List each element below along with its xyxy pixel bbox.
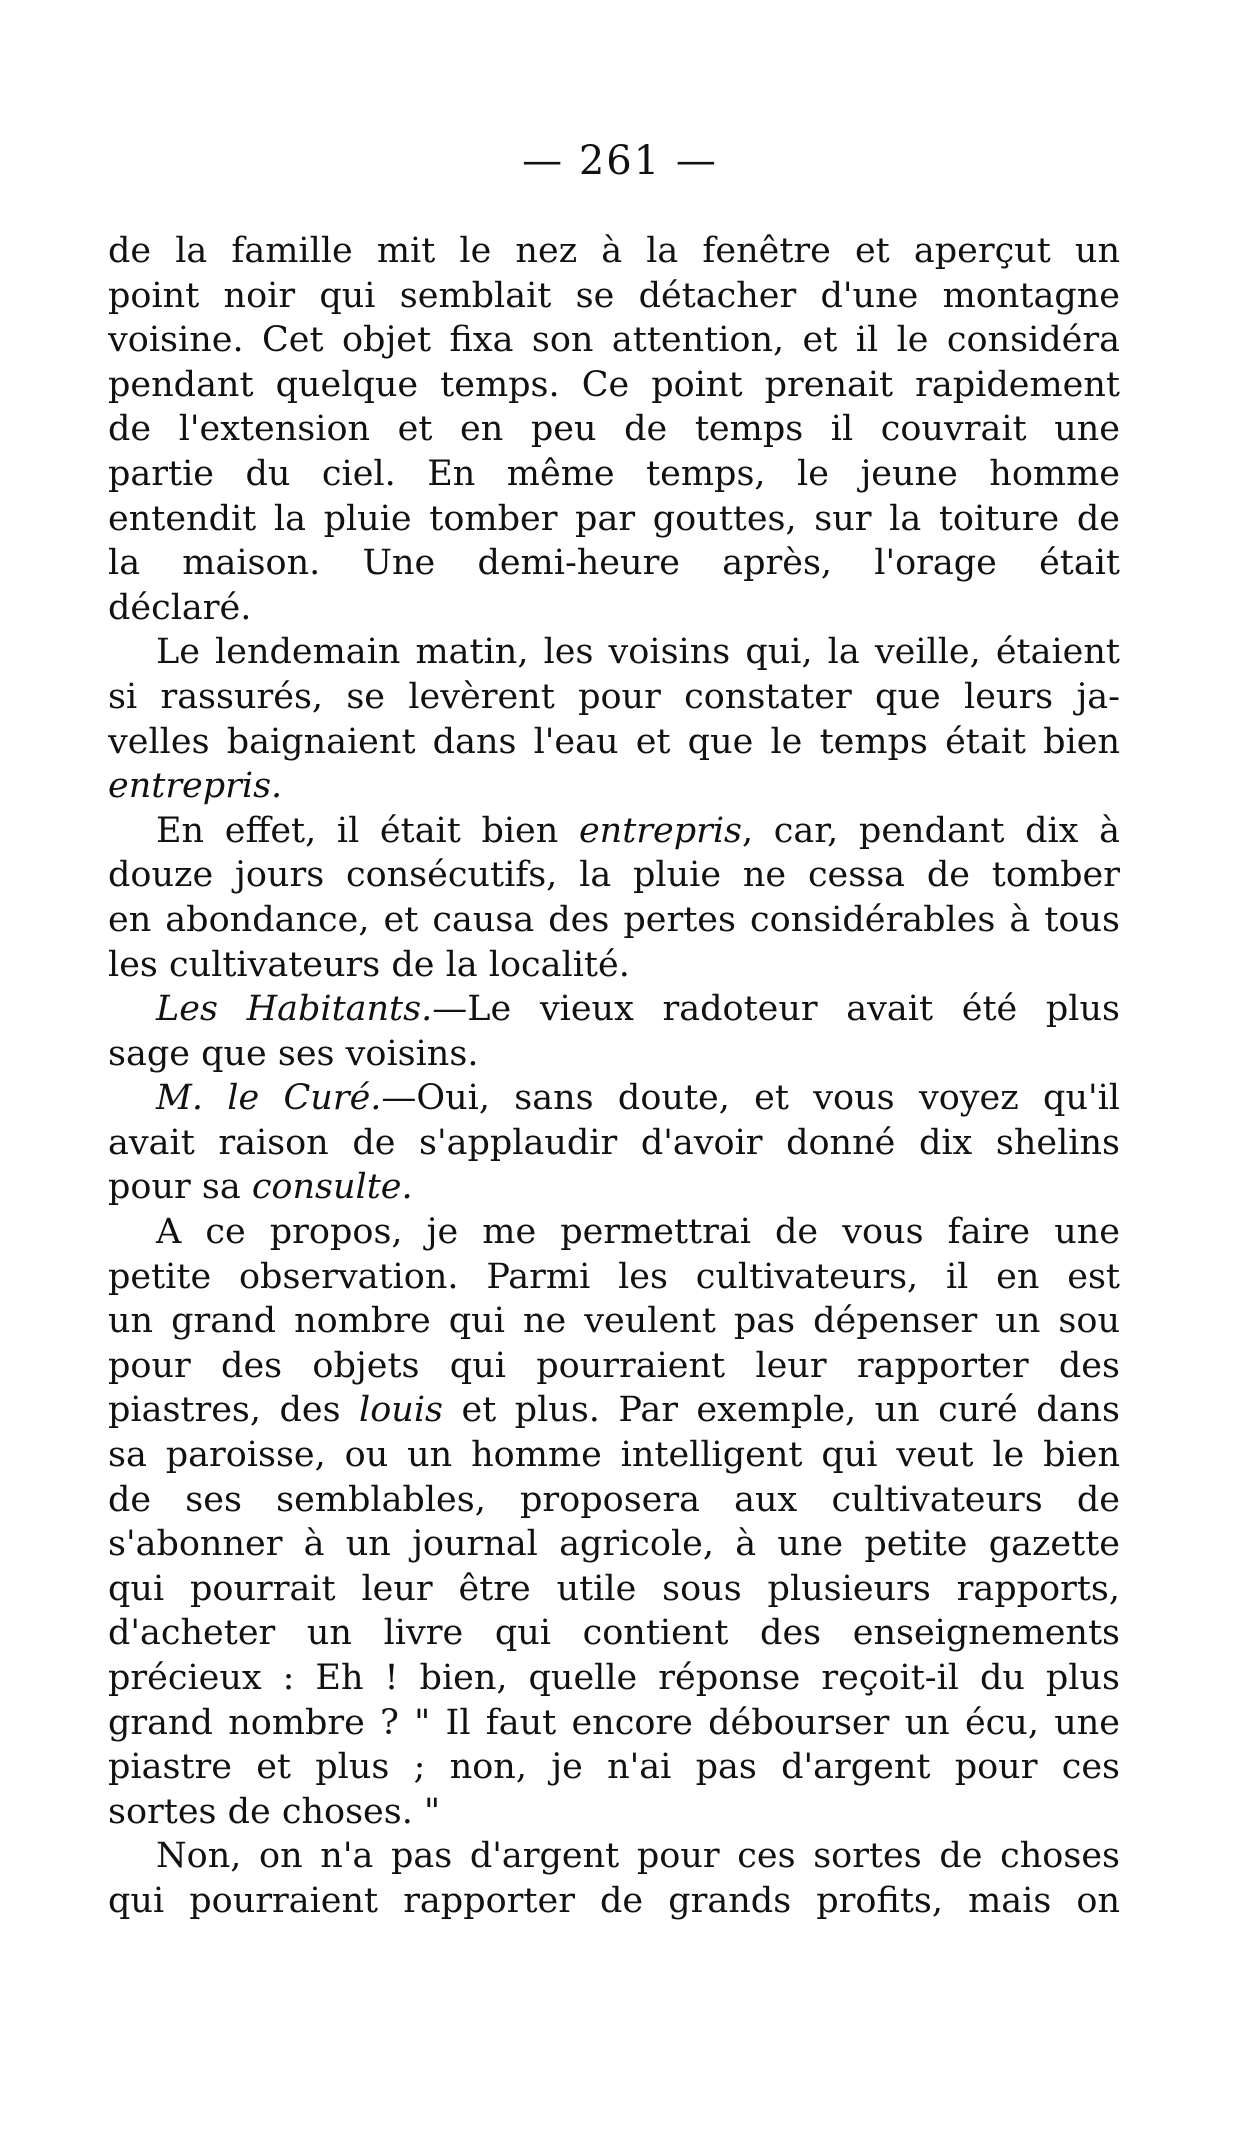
- text-run: précieux : Eh ! bien, quelle réponse reçoit-il du plus: [108, 1658, 1120, 1698]
- text-run: —Oui, sans doute, et vous voyez qu'il: [381, 1078, 1120, 1119]
- text-line: [108, 1701, 1120, 1746]
- body-text: [108, 229, 1120, 1924]
- text-line: [108, 1433, 1120, 1478]
- text-line: [108, 853, 1120, 898]
- text-run: s'abonner à un journal agricole, à une petite gazette: [108, 1524, 1120, 1565]
- text-line: [108, 318, 1120, 363]
- text-run: déclaré.: [108, 587, 252, 628]
- text-run: sa paroisse, ou un homme intelligent qui veut le bien: [108, 1435, 1120, 1476]
- text-run: En effet, il était bien: [156, 810, 579, 851]
- paragraph: [108, 630, 1120, 808]
- text-run: avait raison de s'applaudir d'avoir donné dix shelins: [108, 1122, 1120, 1163]
- paragraph: [108, 1076, 1120, 1210]
- text-line: [108, 898, 1120, 943]
- text-run: Le lendemain matin, les voisins qui, la veille, étaient: [156, 632, 1120, 673]
- text-line: [108, 943, 1120, 988]
- text-run: pour des objets qui pourraient leur rapporter des: [108, 1345, 1120, 1386]
- text-run: en abondance, et causa des pertes considérables à tous: [108, 899, 1120, 940]
- text-run: petite observation. Parmi les cultivateurs, il en est: [108, 1256, 1120, 1297]
- text-line: [108, 1834, 1120, 1879]
- text-run: de ses semblables, proposera aux cultivateurs de: [108, 1479, 1120, 1520]
- text-run: velles baignaient dans l'eau et que le temps était bien: [108, 721, 1120, 762]
- text-run: A ce propos, je me permettrai de vous faire une: [156, 1212, 1120, 1253]
- text-run: qui pourraient rapporter de grands profits, mais on: [108, 1880, 1120, 1921]
- text-run: de l'extension et en peu de temps il couvrait une: [108, 409, 1120, 450]
- text-run: entendit la pluie tomber par gouttes, sur la toiture de: [108, 498, 1120, 539]
- text-line: [108, 1344, 1120, 1389]
- text-line: [108, 630, 1120, 675]
- text-run: et plus. Par exemple, un curé dans: [442, 1390, 1120, 1431]
- italic-run: entrepris: [578, 810, 743, 851]
- italic-run: M. le Curé.: [156, 1078, 382, 1119]
- text-line: [108, 764, 1120, 809]
- text-line: [108, 1032, 1120, 1077]
- text-line: [108, 1299, 1120, 1344]
- text-line: [108, 1522, 1120, 1567]
- italic-run: Les Habitants.: [156, 989, 433, 1030]
- text-run: partie du ciel. En même temps, le jeune homme: [108, 453, 1120, 494]
- text-line: [108, 541, 1120, 586]
- text-line: [108, 407, 1120, 452]
- text-line: [108, 675, 1120, 720]
- text-run: voisine. Cet objet fixa son attention, et il le considéra: [108, 320, 1120, 361]
- text-run: grand nombre ? " Il faut encore débourser un écu, une: [108, 1702, 1120, 1743]
- text-run: si rassurés, se levèrent pour constater que leurs ja-: [108, 676, 1120, 717]
- text-line: [108, 363, 1120, 408]
- text-run: —Le vieux radoteur avait été plus: [432, 989, 1120, 1030]
- text-run: Non, on n'a pas d'argent pour ces sortes de choses: [156, 1836, 1120, 1877]
- text-line: [108, 452, 1120, 497]
- page-number: — 261 —: [522, 138, 718, 184]
- text-line: [108, 1388, 1120, 1433]
- text-run: d'acheter un livre qui contient des enseignements: [108, 1613, 1120, 1654]
- text-run: piastres, des: [108, 1390, 360, 1431]
- paragraph: [108, 809, 1120, 987]
- paragraph: [108, 987, 1120, 1076]
- text-line: [108, 586, 1120, 631]
- text-line: [108, 1076, 1120, 1121]
- text-run: douze jours consécutifs, la pluie ne cessa de tomber: [108, 855, 1120, 896]
- paragraph: [108, 1834, 1120, 1923]
- italic-run: entrepris.: [108, 766, 283, 807]
- text-run: sage que ses voisins.: [108, 1033, 479, 1074]
- text-run: pour sa: [108, 1167, 252, 1208]
- text-line: [108, 1656, 1120, 1701]
- text-run: les cultivateurs de la localité.: [108, 944, 630, 985]
- text-line: [108, 809, 1120, 854]
- text-line: [108, 1210, 1120, 1255]
- text-run: un grand nombre qui ne veulent pas dépenser un sou: [108, 1301, 1120, 1342]
- text-line: [108, 497, 1120, 542]
- text-run: de la famille mit le nez à la fenêtre et aperçut un: [108, 231, 1120, 271]
- text-line: [108, 1790, 1120, 1835]
- text-line: [108, 1879, 1120, 1924]
- text-line: [108, 1567, 1120, 1612]
- text-run: , car, pendant dix à: [742, 810, 1120, 851]
- text-line: [108, 274, 1120, 319]
- italic-run: consulte.: [251, 1167, 413, 1208]
- text-line: [108, 229, 1120, 274]
- paragraph: [108, 229, 1120, 630]
- paragraph: [108, 1210, 1120, 1834]
- text-line: [108, 1745, 1120, 1790]
- text-line: [108, 1255, 1120, 1300]
- text-run: piastre et plus ; non, je n'ai pas d'argent pour ces: [108, 1747, 1120, 1788]
- text-line: [108, 1121, 1120, 1166]
- text-run: sortes de choses. ": [108, 1791, 441, 1832]
- text-line: [108, 987, 1120, 1032]
- text-run: qui pourrait leur être utile sous plusieurs rapports,: [108, 1568, 1120, 1609]
- italic-run: louis: [359, 1390, 443, 1431]
- text-line: [108, 720, 1120, 765]
- text-line: [108, 1611, 1120, 1656]
- text-run: point noir qui semblait se détacher d'une montagne: [108, 275, 1120, 316]
- text-run: la maison. Une demi-heure après, l'orage était: [108, 543, 1120, 584]
- text-run: pendant quelque temps. Ce point prenait rapidement: [108, 364, 1120, 405]
- text-line: [108, 1478, 1120, 1523]
- text-line: [108, 1165, 1120, 1210]
